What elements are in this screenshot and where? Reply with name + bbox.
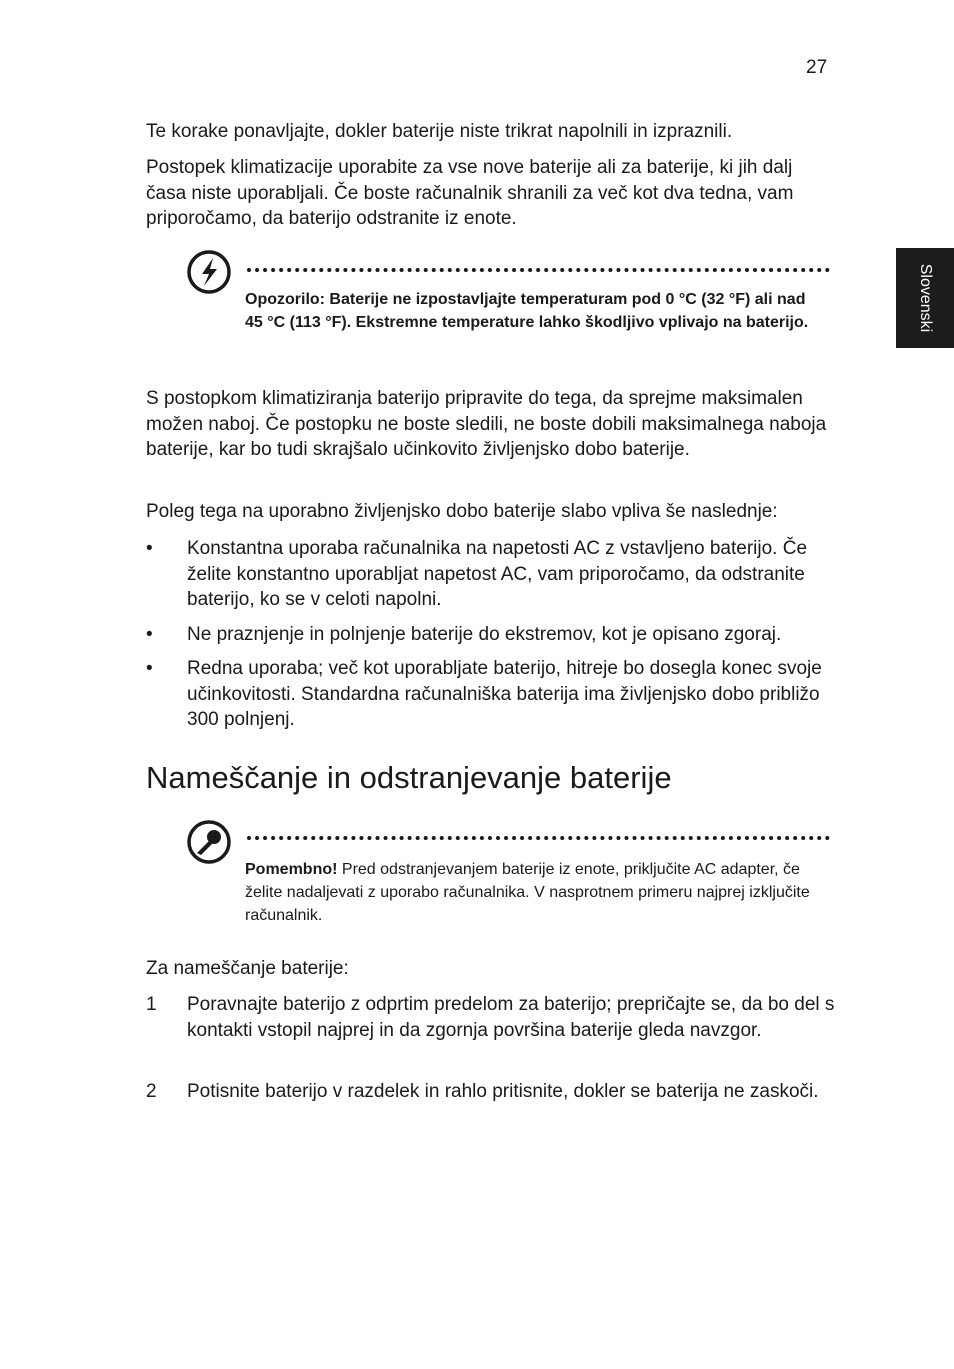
important-note-body: Pred odstranjevanjem baterije iz enote, priključite AC adapter, če želite nadaljevati z uporabo računalnika. V nasprotnem primeru najprej izključite računalnik. [245,861,810,924]
step-number: 1 [146,994,157,1015]
section-heading: Nameščanje in odstranjevanje baterije [146,760,672,795]
important-note-lead: Pomembno! [245,861,338,878]
step-text: Poravnajte baterijo z odprtim predelom za baterijo; prepričajte se, da bo del s kontakti vstopil najprej in da zgornja površina baterije gleda navzgor. [187,994,835,1041]
list-item-text: Konstantna uporaba računalnika na napetosti AC z vstavljeno baterijo. Če želite konstantno uporabljat napetost AC, vam priporočamo, da odstranite baterijo, ko se v celoti napolni. [187,538,808,610]
language-tab-label: Slovenski [917,263,934,333]
paragraph-lifespan-factors: Poleg tega na uporabno življenjsko dobo baterije slabo vpliva še naslednje: [146,501,778,522]
bullet-mark: • [146,538,153,559]
step-text: Potisnite baterijo v razdelek in rahlo pritisnite, dokler se baterija ne zaskoči. [187,1081,819,1102]
language-tab [896,248,954,348]
step-number: 2 [146,1081,157,1102]
bullet-mark: • [146,624,153,645]
note-divider [247,268,830,272]
page-number: 27 [806,57,828,78]
bullet-mark: • [146,658,153,679]
important-note-text [245,858,815,927]
important-key-icon [186,819,232,865]
paragraph-install-intro: Za nameščanje baterije: [146,958,349,979]
warning-text: Opozorilo: Baterije ne izpostavljajte temperaturam pod 0 °C (32 °F) ali nad 45 °C (113 °F). Ekstremne temperature lahko škodljivo vplivajo na baterijo. [245,291,809,331]
paragraph-repeat-steps: Te korake ponavljajte, dokler baterije niste trikrat napolnili in izpraznili. [146,121,733,142]
paragraph-conditioning-usage: Postopek klimatizacije uporabite za vse nove baterije ali za baterije, ki jih dalj časa niste uporabljali. Če boste računalnik shranili za več kot dva tedna, vam priporočamo, da baterijo odstranite iz enote. [146,157,794,229]
note-divider [247,836,830,840]
list-item-text: Redna uporaba; več kot uporabljate baterijo, hitreje bo dosegla konec svoje učinkovitosti. Standardna računalniška baterija ima življenjsko dobo približo 300 polnjenj. [187,658,822,730]
list-item-text: Ne praznjenje in polnjenje baterije do ekstremov, kot je opisano zgoraj. [187,624,782,645]
warning-lightning-icon [186,249,232,295]
paragraph-conditioning-purpose: S postopkom klimatiziranja baterijo pripravite do tega, da sprejme maksimalen možen naboj. Če postopku ne boste sledili, ne boste dobili maksimalnega naboja baterije, kar bo tudi skrajšalo učinkovito življenjsko dobo baterije. [146,388,827,460]
